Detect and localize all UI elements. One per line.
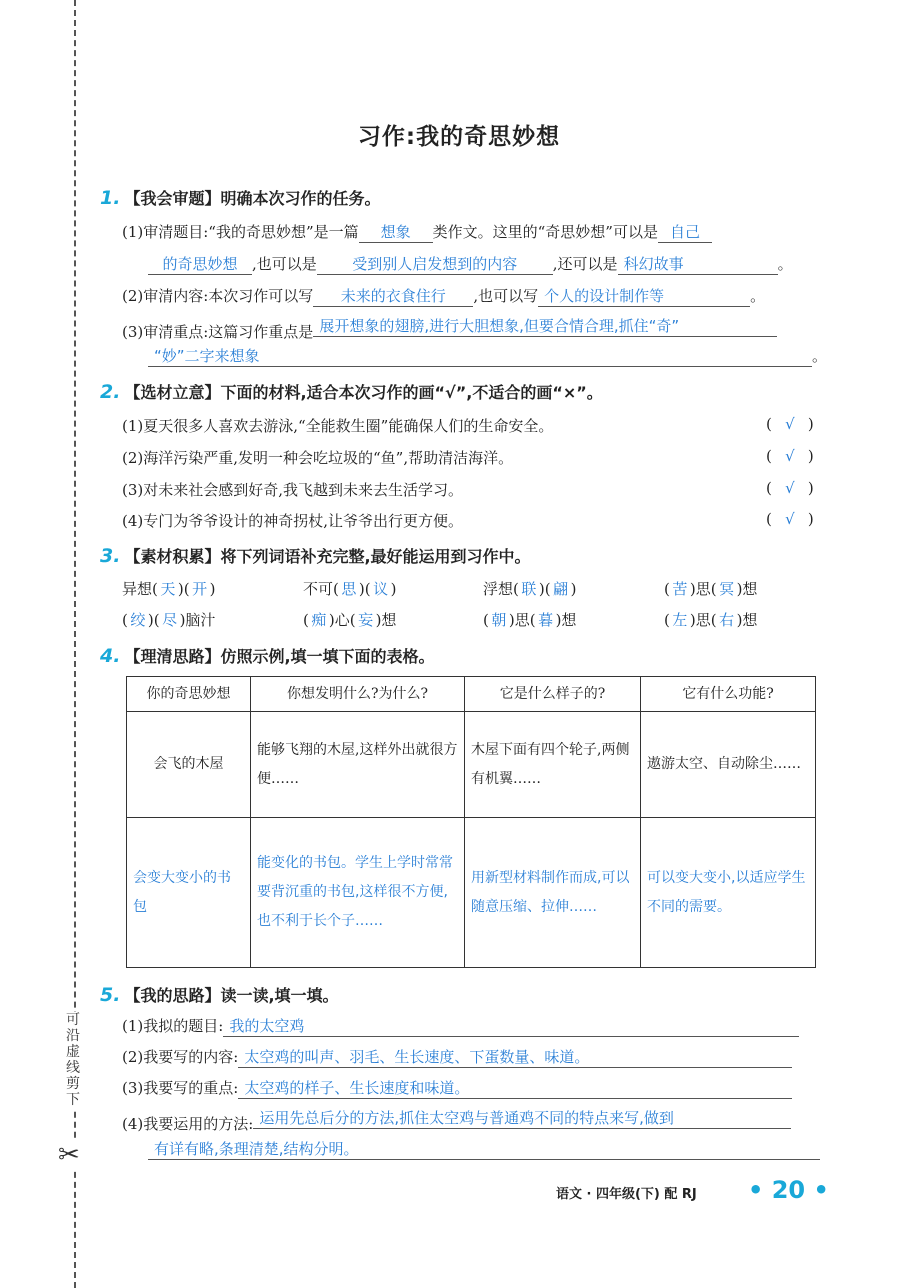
q5-line-1 (122, 1015, 799, 1037)
q1-title: 【我会审题】明确本次习作的任务。 (124, 189, 381, 208)
ideas-table (126, 676, 816, 968)
q1-text: (3)审清重点:这篇习作重点是 (122, 323, 314, 341)
q1-number: 1. (100, 187, 121, 209)
q2-mark-box[interactable]: ( √ ) (766, 479, 814, 497)
q3-word-8: ( 左 )思( 右 )想 (664, 611, 758, 629)
q1-line-5 (148, 345, 827, 367)
q2-number: 2. (100, 381, 121, 403)
q1-text: (1)审清题目:“我的奇思妙想”是一篇 (122, 223, 359, 241)
table-cell-answer[interactable]: 能变化的书包。学生上学时常常要背沉重的书包,这样很不方便,也不利于长个子…… (251, 818, 465, 968)
q5-title: 【我的思路】读一读,填一填。 (124, 986, 339, 1005)
table-header: 它有什么功能? (641, 677, 816, 712)
q5-label: (1)我拟的题目: (122, 1017, 224, 1035)
q2-item: (4)专门为爷爷设计的神奇拐杖,让爷爷出行更方便。 (122, 512, 464, 530)
q1-text: ,还可以是 (552, 255, 618, 273)
q5-answer-focus[interactable]: 太空鸡的样子、生长速度和味道。 (238, 1079, 792, 1099)
q5-heading (100, 983, 339, 1006)
q3-word-5: ( 绞 )( 尽 )脑汁 (122, 611, 216, 629)
q2-mark-box[interactable]: ( √ ) (766, 447, 814, 465)
q3-heading (100, 544, 531, 567)
q1-text: 。 (777, 255, 793, 273)
q1-answer-design[interactable]: 个人的设计制作等 (538, 287, 750, 307)
q2-mark: √ (785, 510, 795, 528)
q5-answer-title[interactable]: 我的太空鸡 (223, 1017, 799, 1037)
q2-mark: √ (785, 479, 795, 497)
q3-fill[interactable]: 开 (192, 580, 208, 598)
scissors-icon: ✂ (58, 1140, 80, 1170)
table-cell: 能够飞翔的木屋,这样外出就很方便…… (251, 712, 465, 818)
page-number: • 20 • (748, 1176, 829, 1204)
page-title: 习作:我的奇思妙想 (357, 124, 561, 150)
q5-answer-method-a[interactable]: 运用先总后分的方法,抓住太空鸡与普通鸡不同的特点来写,做到 (253, 1109, 791, 1129)
q2-item: (1)夏天很多人喜欢去游泳,“全能救生圈”能确保人们的生命安全。 (122, 417, 554, 435)
table-cell: 木屋下面有四个轮子,两侧有机翼…… (465, 712, 641, 818)
q3-word-7: ( 朝 )思( 暮 )想 (483, 611, 577, 629)
table-header-row (127, 677, 816, 712)
q3-fill[interactable]: 思 (341, 580, 357, 598)
q3-fill[interactable]: 冥 (719, 580, 735, 598)
footer-subject: 语文 · 四年级(下) 配 RJ (556, 1187, 697, 1202)
q5-line-3 (122, 1077, 792, 1099)
q3-word-2: 不可( 思 )( 议 ) (303, 580, 397, 598)
q3-fill[interactable]: 暮 (538, 611, 554, 629)
q2-item: (3)对未来社会感到好奇,我飞越到未来去生活学习。 (122, 481, 464, 499)
q5-number: 5. (100, 984, 121, 1006)
q1-answer-focus-b[interactable]: “妙”二字来想象 (148, 347, 812, 367)
cut-instruction: 可沿虚线剪下 (62, 1012, 84, 1108)
q3-fill[interactable]: 痴 (311, 611, 327, 629)
table-header: 你想发明什么?为什么? (251, 677, 465, 712)
q1-answer-inspired[interactable]: 受到别人启发想到的内容 (317, 255, 553, 275)
table-cell-answer[interactable]: 会变大变小的书包 (127, 818, 251, 968)
q1-text: ,也可以写 (473, 287, 539, 305)
q1-answer-focus-a[interactable]: 展开想象的翅膀,进行大胆想象,但要合情合理,抓住“奇” (313, 317, 777, 337)
q1-answer-scifi[interactable]: 科幻故事 (618, 255, 778, 275)
q1-answer-future-life[interactable]: 未来的衣食住行 (313, 287, 473, 307)
q1-answer-type[interactable]: 想象 (359, 223, 433, 243)
q5-answer-content[interactable]: 太空鸡的叫声、羽毛、生长速度、下蛋数量、味道。 (238, 1048, 792, 1068)
q1-line-3 (122, 285, 765, 307)
q2-title: 【选材立意】下面的材料,适合本次习作的画“√”,不适合的画“×”。 (124, 383, 603, 402)
q1-text: 类作文。这里的“奇思妙想”可以是 (432, 223, 658, 241)
q2-mark: √ (785, 415, 795, 433)
q2-mark-box[interactable]: ( √ ) (766, 415, 814, 433)
q3-title: 【素材积累】将下列词语补充完整,最好能运用到习作中。 (124, 547, 531, 566)
table-header: 它是什么样子的? (465, 677, 641, 712)
q3-number: 3. (100, 545, 121, 567)
table-cell-answer[interactable]: 用新型材料制作而成,可以随意压缩、拉伸…… (465, 818, 641, 968)
q2-mark-box[interactable]: ( √ ) (766, 510, 814, 528)
q3-word-1: 异想( 天 )( 开 ) (122, 580, 216, 598)
q3-fill[interactable]: 绞 (130, 611, 146, 629)
q3-word-6: ( 痴 )心( 妄 )想 (303, 611, 397, 629)
q1-answer-self-a[interactable]: 自己 (658, 223, 712, 243)
q2-heading (100, 380, 603, 403)
q1-answer-self-b[interactable]: 的奇思妙想 (148, 255, 252, 275)
q3-word-4: ( 苦 )思( 冥 )想 (664, 580, 758, 598)
q3-word-3: 浮想( 联 )( 翩 ) (483, 580, 577, 598)
q3-fill[interactable]: 翩 (553, 580, 569, 598)
q4-heading (100, 644, 435, 667)
q1-text: 。 (750, 287, 766, 305)
q5-label: (2)我要写的内容: (122, 1048, 239, 1066)
q4-title: 【理清思路】仿照示例,填一填下面的表格。 (124, 647, 435, 666)
q5-line-4 (122, 1109, 791, 1134)
q1-heading (100, 186, 380, 209)
q3-fill[interactable]: 左 (672, 611, 688, 629)
q3-fill[interactable]: 议 (373, 580, 389, 598)
q3-fill[interactable]: 右 (719, 611, 735, 629)
q3-fill[interactable]: 苦 (672, 580, 688, 598)
q3-fill[interactable]: 妄 (358, 611, 374, 629)
table-cell-answer[interactable]: 可以变大变小,以适应学生不同的需要。 (641, 818, 816, 968)
q1-text: 。 (812, 347, 828, 365)
q1-line-2 (148, 253, 793, 275)
table-row (127, 712, 816, 818)
q2-mark: √ (785, 447, 795, 465)
table-row (127, 818, 816, 968)
table-cell: 遨游太空、自动除尘…… (641, 712, 816, 818)
q3-fill[interactable]: 联 (521, 580, 537, 598)
q4-number: 4. (100, 645, 121, 667)
q5-line-2 (122, 1046, 792, 1068)
q2-item: (2)海洋污染严重,发明一种会吃垃圾的“鱼”,帮助清洁海洋。 (122, 449, 514, 467)
q3-fill[interactable]: 朝 (491, 611, 507, 629)
q5-label: (4)我要运用的方法: (122, 1115, 254, 1133)
table-header: 你的奇思妙想 (127, 677, 251, 712)
q1-line-1 (122, 221, 712, 243)
q5-answer-method-b[interactable]: 有详有略,条理清楚,结构分明。 (148, 1140, 820, 1160)
q5-label: (3)我要写的重点: (122, 1079, 239, 1097)
q1-text: (2)审清内容:本次习作可以写 (122, 287, 314, 305)
q1-line-4 (122, 317, 777, 342)
table-cell: 会飞的木屋 (127, 712, 251, 818)
q5-line-5 (148, 1140, 820, 1160)
q3-fill[interactable]: 尽 (162, 611, 178, 629)
q3-fill[interactable]: 天 (160, 580, 176, 598)
q1-text: ,也可以是 (252, 255, 317, 273)
